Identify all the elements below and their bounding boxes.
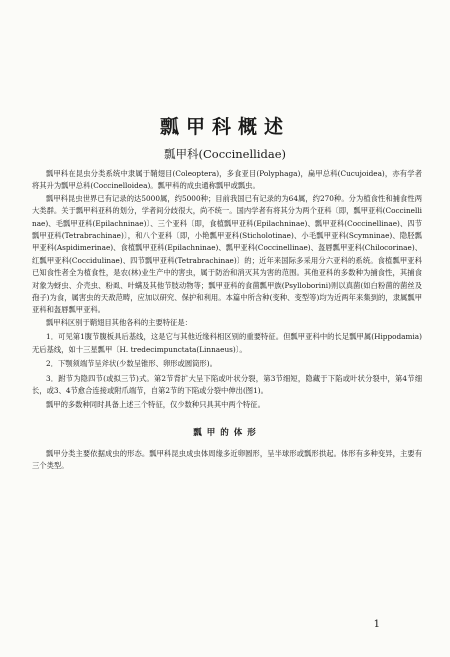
page-number: 1 — [373, 619, 380, 630]
page-subtitle: 瓢甲科(Coccinellidae) — [163, 147, 287, 161]
page-title: 瓢甲科概述 — [159, 116, 290, 138]
paragraph-overview: 瓢甲科昆虫世界已有记录的达5000属，约5000种；目前我国已有记录的为64属，约270种。分为植食性和捕食性两大类群。关于瓢甲科亚科的划分，学者间分歧很大，尚不统一。国内学者有将其分为两个亚科〔即，瓢甲亚科(Coccinellinae)、毛瓢甲亚科(Epilachninae)〕、三个亚科〔即，食植瓢甲亚科(Epilachninae)、瓢甲亚科(Coccinellinae)、四节瓢甲亚科(Tetrabrachinae)〕，和八个亚科〔即，小艳瓢甲亚科(Sticholotinae)、小毛瓢甲亚科(Scymninae)、隐胫瓢甲亚科(Aspidimerinae)、食植瓢甲亚科(Epilachninae)、瓢甲亚科(Coccinellinae)、盔唇瓢甲亚科(Chilocorinae)、红瓢甲亚科(Coccidulinae)、四节瓢甲亚科(Tetrabrachinae)〕的；近年来国际多采用分六亚科的系统。食植瓢甲亚科已知食性者全为植食性，是农(林)业生产中的害虫，属于防治和消灭其为害的范围。其他亚科的多数种为捕食性，其捕食对象为蚜虫、介壳虫、粉虱、叶螨及其他节肢动物等；瓢甲亚科的食菌瓢甲族(Psylloborini)则以真菌(如白粉菌的菌丝及孢子)为食，属害虫的天敌范畴，应加以研究、保护和利用。本篇中所含种(变种、变型等)均为近两年来集到的，隶属瓢甲亚科和盔唇瓢甲亚科。 — [32, 193, 422, 315]
paragraph-classification: 瓢甲科在昆虫分类系统中隶属于鞘翅目(Coleoptera)，多食亚目(Polyphaga)，扁甲总科(Cucujoidea)，亦有学者将其升为瓢甲总科(Coccinelloidea)。瓢甲科的成虫通称瓢甲或瓢虫。 — [32, 169, 422, 191]
body-text — [32, 168, 422, 473]
feature-item-2: 2．下颚须端节呈斧状(少数呈锥形、卵形或圆筒形)。 — [46, 359, 217, 369]
section-heading-body-shape: 瓢甲的体形 — [193, 427, 261, 438]
paragraph-body-shape: 瓢甲分类主要依据成虫的形态。瓢甲科昆虫成虫体周缘多近卵圆形，呈半球形或瓢形拱起。体形有多种变异，主要有三个类型。 — [32, 448, 422, 471]
feature-item-1: 1．可见第1腹节腹板具后基线，这是它与其他近缘科相区别的重要特征。但瓢甲亚科中的长足瓢甲属(Hippodamia)无后基线，如十三星瓢甲〔H. tredecimpunctata(Linnaeus)〕。 — [32, 332, 422, 354]
paragraph-features-summary: 瓢甲的多数种同时具备上述三个特征，仅少数种只具其中两个特征。 — [46, 400, 265, 410]
feature-item-3: 3．跗节为隐四节(或拟三节)式。第2节背扩大呈下陷或叶状分裂，第3节细短，隐藏于下陷或叶状分裂中，第4节细长，或3、4节愈合连接或附爪端节，自第2节的下陷或分裂中伸出(图1)。 — [32, 373, 422, 395]
paragraph-features-intro: 瓢甲科区别于鞘翅目其他各科的主要特征是： — [46, 317, 192, 327]
